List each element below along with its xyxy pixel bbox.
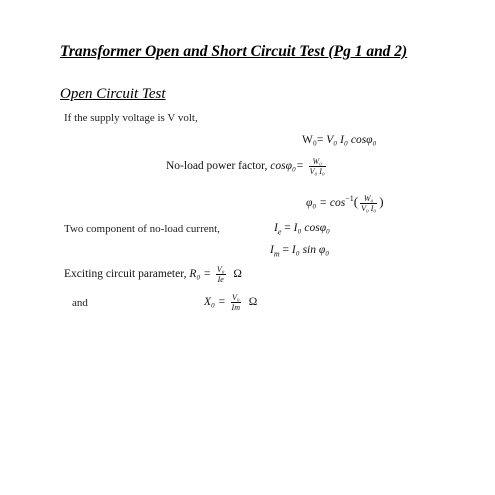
equation-active-current (274, 222, 330, 236)
equation-phase-angle (306, 194, 384, 213)
fraction-denominator: V₀ I₀ (309, 167, 325, 176)
unit-ohm: Ω (233, 268, 242, 281)
fraction (231, 293, 241, 312)
fraction-numerator: W₀ (309, 157, 326, 167)
equals-sign: = (281, 222, 294, 234)
fraction-numerator: V₀ (231, 293, 240, 302)
fraction-denominator: V₀ I₀ (361, 204, 377, 213)
fraction-numerator: V₀ (216, 265, 225, 274)
page-title: Transformer Open and Short Circuit Test (Pg 1 and 2) (60, 43, 408, 60)
fraction-denominator: Im (231, 303, 240, 312)
equation-lhs: I (270, 244, 274, 256)
equation-lhs: R₀ = (189, 268, 214, 281)
equation-power-factor (166, 157, 328, 176)
equation-lhs: X₀ = (204, 296, 229, 309)
equals-sign: = (279, 244, 292, 256)
section-heading: Open Circuit Test (60, 86, 166, 102)
open-paren: ( (353, 194, 359, 210)
intro-text: If the supply voltage is V volt, (64, 112, 198, 124)
unit-ohm: Ω (248, 296, 258, 309)
fraction-numerator: W₀ (360, 194, 377, 204)
equation-label: Exciting circuit parameter, (64, 268, 190, 281)
conjunction-text: and (72, 297, 88, 309)
equation-lhs: W₀= (302, 134, 327, 146)
equation-power (302, 134, 377, 146)
equation-superscript: −1 (345, 194, 354, 204)
equation-lhs: I (274, 222, 278, 234)
close-paren: ) (379, 194, 384, 210)
equation-rhs: I₀ cosφ₀ (293, 222, 331, 234)
equation-lhs: cosφ₀= (270, 160, 307, 173)
equation-rhs: V₀ I₀ cosφ₀ (326, 134, 377, 146)
equation-label: No-load power factor, (166, 160, 271, 173)
fraction (360, 194, 377, 213)
equation-magnetizing-current (270, 244, 329, 258)
fraction (216, 265, 226, 284)
equation-subscript: m (273, 249, 280, 259)
fraction (309, 157, 326, 176)
equation-lhs: φ₀ = cos (306, 197, 346, 210)
equation-rhs: I₀ sin φ₀ (291, 244, 330, 256)
fraction-denominator: Ie (217, 275, 224, 284)
equation-resistance (64, 265, 242, 284)
equation-label: Two component of no-load current, (64, 223, 220, 235)
equation-reactance (204, 293, 257, 312)
equation-subscript: e (277, 227, 282, 237)
